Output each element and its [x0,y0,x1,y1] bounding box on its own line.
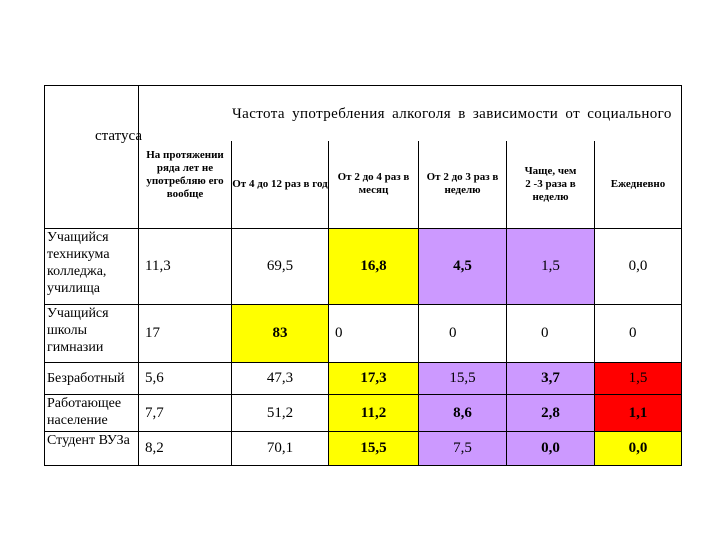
table-cell: 0 [595,305,682,363]
column-header-2-4-month: От 2 до 4 раз в месяц [329,141,419,229]
table-cell: 1,5 [507,229,595,305]
table-cell: 11,2 [329,395,419,432]
table-cell: 0,0 [507,432,595,466]
table-row [45,305,682,363]
table-cell: 17,3 [329,363,419,395]
table-cell: 0 [507,305,595,363]
table-cell: 7,7 [139,395,232,432]
table-cell: 16,8 [329,229,419,305]
table-cell: 4,5 [419,229,507,305]
row-label: Учащийся техникума колледжа, училища [45,229,139,305]
row-label: Работающее население [45,395,139,432]
table-cell: 8,2 [139,432,232,466]
row-label: Безработный [45,363,139,395]
title-line-2: статуса [95,127,143,144]
table-cell: 11,3 [139,229,232,305]
table-cell: 7,5 [419,432,507,466]
title-line-1: Частота употребления алкоголя в зависимости от социального [232,106,672,123]
column-header-label: На протяжении ряда лет не употребляю его вообще [146,148,224,200]
table-cell: 15,5 [419,363,507,395]
table-row [45,432,682,466]
row-label: Студент ВУЗа [45,432,139,466]
table-cell: 0 [419,305,507,363]
column-header-2-3-week: От 2 до 3 раз в неделю [419,141,507,229]
table-cell: 0,0 [595,432,682,466]
table-cell: 47,3 [232,363,329,395]
alcohol-frequency-table [44,85,682,466]
column-header-more-than-2-3-week: Чаще, чем 2 -3 раза в неделю [507,141,595,229]
table-cell: 5,6 [139,363,232,395]
table-cell: 15,5 [329,432,419,466]
table-row [45,395,682,432]
table-cell: 0 [329,305,419,363]
corner-cell [45,86,139,229]
table-cell: 69,5 [232,229,329,305]
table-cell: 3,7 [507,363,595,395]
column-header-4-12-year: От 4 до 12 раз в год [232,141,329,229]
table-row [45,363,682,395]
column-header-daily: Ежедневно [595,141,682,229]
row-label: Учащийся школы гимназии [45,305,139,363]
table-cell: 1,1 [595,395,682,432]
column-header-never [95,127,232,229]
table-row [45,229,682,305]
table-cell: 0,0 [595,229,682,305]
table-cell: 70,1 [232,432,329,466]
table-cell: 8,6 [419,395,507,432]
table-cell: 17 [139,305,232,363]
table-cell: 83 [232,305,329,363]
table-cell: 51,2 [232,395,329,432]
table-cell: 2,8 [507,395,595,432]
table-cell: 1,5 [595,363,682,395]
